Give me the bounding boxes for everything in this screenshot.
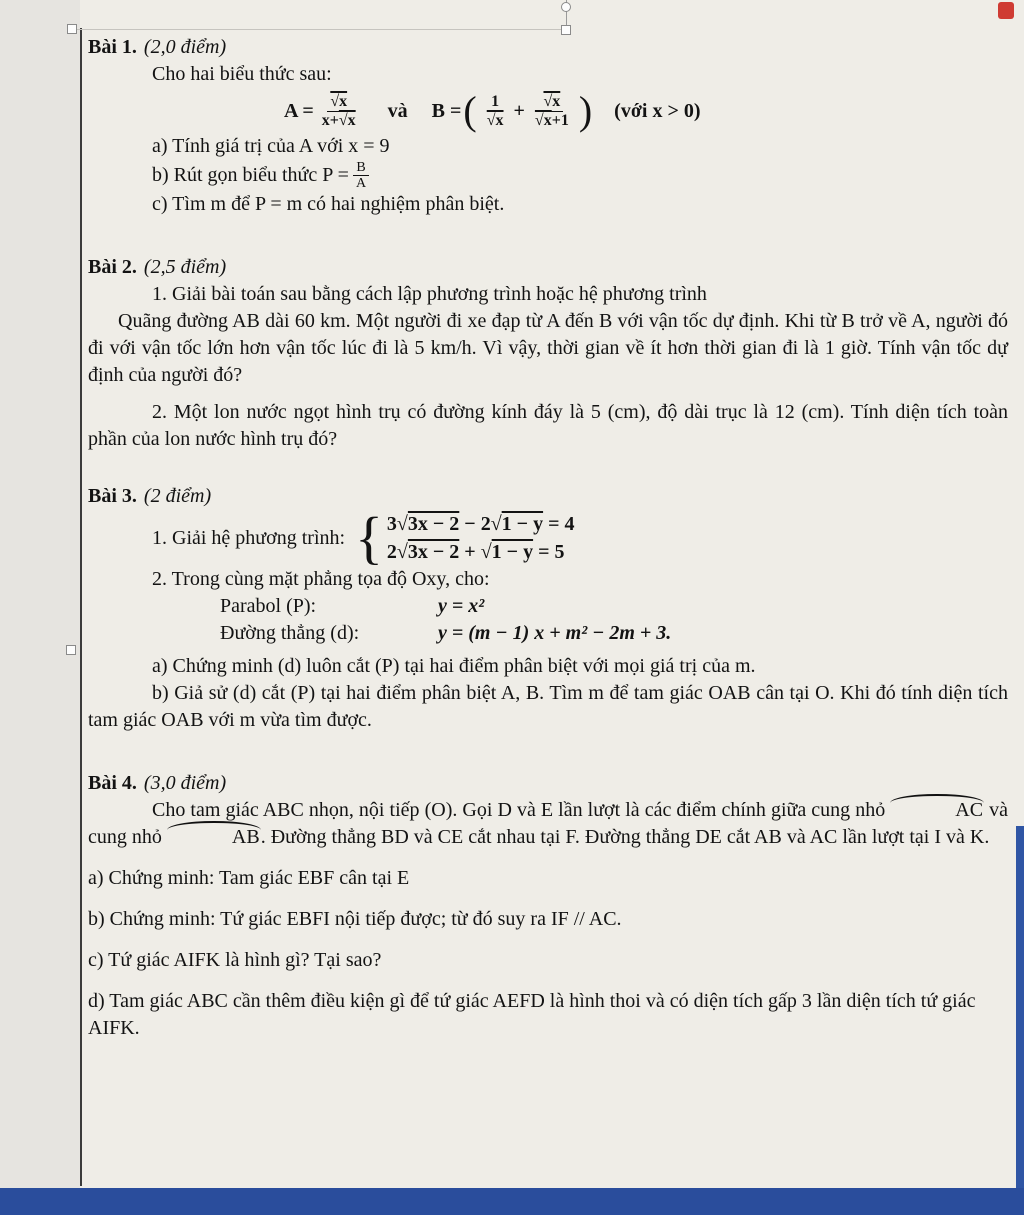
- fraction-b2: [532, 93, 572, 130]
- math-token: và: [387, 99, 408, 122]
- item-text: b) Rút gọn biểu thức P =: [152, 164, 349, 186]
- left-paren: (: [463, 88, 477, 133]
- fraction-numerator: B: [353, 160, 368, 176]
- parabola-label: Parabol (P):: [220, 595, 317, 617]
- radicand: 1 − y: [501, 513, 544, 535]
- exam-content: [88, 34, 1008, 1042]
- problem-4-heading: [88, 770, 1008, 797]
- fraction-denominator: [484, 112, 507, 130]
- arc-AB: AB: [167, 824, 261, 851]
- crop-handle-top-left[interactable]: [67, 24, 77, 34]
- problem-4-item-c: c) Tứ giác AIFK là hình gì? Tại sao?: [88, 949, 382, 971]
- problem-1-item-b: [88, 160, 1008, 191]
- math-token: A =: [284, 99, 314, 122]
- math-token: = 4: [543, 513, 575, 535]
- problem-1: [88, 34, 1008, 218]
- problem-3-points: (2 điểm): [143, 485, 212, 507]
- equation-1: [387, 510, 575, 538]
- problem-1-heading: [88, 34, 1008, 61]
- problem-4-item-b: b) Chứng minh: Tứ giác EBFI nội tiếp được; từ đó suy ra IF // AC.: [88, 908, 622, 930]
- arc-AC: AC: [890, 797, 984, 824]
- page-border-line: [80, 28, 82, 1186]
- problem-3-item-a: a) Chứng minh (d) luôn cắt (P) tại hai điểm phân biệt với mọi giá trị của m.: [152, 655, 756, 677]
- fraction-denominator: [532, 112, 572, 130]
- problem-2-part-1: 1. Giải bài toán sau bằng cách lập phương trình hoặc hệ phương trình: [152, 283, 707, 305]
- math-token: B =: [431, 99, 462, 122]
- math-token: 2√: [386, 541, 408, 563]
- fraction-numerator: 1: [488, 93, 502, 112]
- corner-logo-mark: [998, 2, 1014, 19]
- problem-2: [88, 254, 1008, 453]
- fraction-a: [319, 93, 359, 130]
- problem-3-item-b: b) Giả sử (d) cắt (P) tại hai điểm phân biệt A, B. Tìm m để tam giác OAB cân tại O. Khi đó tính diện tích tam giác OAB với m vừa tìm được.: [88, 682, 1008, 731]
- crop-handle-top-center[interactable]: [561, 2, 571, 12]
- fraction-denominator: [319, 112, 359, 130]
- crop-handle-top-center-lower[interactable]: [561, 25, 571, 35]
- formula-a-b: [88, 88, 1008, 133]
- intro-text: Cho tam giác ABC nhọn, nội tiếp (O). Gọi D và E lần lượt là các điểm chính giữa cung nhỏ: [152, 799, 891, 821]
- fraction-b1: [484, 93, 507, 130]
- problem-3-heading: [88, 483, 1008, 510]
- fraction-numerator: [540, 93, 563, 112]
- problem-4: [88, 770, 1008, 1042]
- problem-4-item-a: a) Chứng minh: Tam giác EBF cân tại E: [88, 867, 410, 889]
- fraction-p: [353, 160, 369, 191]
- equations-stack: [387, 510, 575, 566]
- problem-1-title: Bài 1.: [88, 36, 137, 58]
- crop-selection-top-edge: [72, 29, 568, 30]
- line-label: Đường thẳng (d):: [220, 622, 360, 644]
- math-token: √x: [543, 92, 561, 110]
- system-of-equations-line: [88, 505, 1008, 570]
- right-edge-blue-strip: [1016, 826, 1024, 1188]
- problem-1-item-c: c) Tìm m để P = m có hai nghiệm phân biệt.: [152, 193, 505, 215]
- math-token: x+: [321, 111, 339, 129]
- fraction-numerator: [327, 93, 350, 112]
- problem-3: [88, 483, 1008, 734]
- bottom-blue-bar: [0, 1188, 1024, 1215]
- math-token: − 2√: [459, 513, 502, 535]
- problem-2-paragraph-1: Quãng đường AB dài 60 km. Một người đi xe đạp từ A đến B với vận tốc dự định. Khi từ B trở về A, người đó đi với vận tốc lớn hơn vận tốc lúc đi là 5 km/h. Vì vậy, thời gian về ít hơn thời gian đi là 1 giờ. Tính vận tốc dự định của người đó?: [88, 310, 1008, 386]
- problem-2-heading: [88, 254, 1008, 281]
- problem-3-part-2: 2. Trong cùng mặt phẳng tọa độ Oxy, cho:: [152, 568, 490, 590]
- equation-2: [387, 538, 575, 566]
- math-token: 3√: [386, 513, 408, 535]
- math-token: √x: [486, 111, 504, 129]
- math-token: +1: [551, 111, 569, 129]
- problem-2-paragraph-2: 2. Một lon nước ngọt hình trụ có đường kính đáy là 5 (cm), độ dài trục là 12 (cm). Tính diện tích toàn phần của lon nước hình trụ đó?: [88, 401, 1008, 450]
- math-token: √x: [534, 111, 552, 129]
- problem-2-points: (2,5 điểm): [143, 256, 227, 278]
- math-condition: (với x > 0): [614, 99, 701, 122]
- parabola-equation: y = x²: [438, 595, 485, 617]
- problem-3-title: Bài 3.: [88, 485, 137, 507]
- problem-2-title: Bài 2.: [88, 256, 137, 278]
- system-of-equations: [355, 505, 575, 570]
- problem-4-intro: [88, 797, 1008, 851]
- line-definition: [88, 620, 1008, 647]
- math-token: + √: [459, 541, 492, 563]
- fraction-denominator: A: [355, 176, 367, 191]
- math-token: √x: [330, 92, 348, 110]
- problem-4-title: Bài 4.: [88, 772, 137, 794]
- problem-4-item-d: d) Tam giác ABC cần thêm điều kiện gì để tứ giác AEFD là hình thoi và có diện tích gấp 3 lần diện tích tứ giác AIFK.: [88, 990, 976, 1039]
- right-paren: ): [578, 88, 593, 133]
- crop-handle-left-middle[interactable]: [66, 645, 76, 655]
- line-equation: y = (m − 1) x + m² − 2m + 3.: [438, 622, 672, 644]
- math-token: +: [513, 99, 525, 122]
- brace-token: {: [355, 505, 383, 570]
- radicand: 3x − 2: [407, 513, 460, 535]
- parabola-definition: [88, 593, 1008, 620]
- left-margin: [0, 0, 80, 1215]
- radicand: 3x − 2: [407, 541, 460, 563]
- math-token: = 5: [533, 541, 565, 563]
- problem-1-points: (2,0 điểm): [143, 36, 227, 58]
- radicand: 1 − y: [491, 541, 534, 563]
- problem-1-item-a: a) Tính giá trị của A với x = 9: [152, 135, 390, 157]
- problem-1-intro: Cho hai biểu thức sau:: [152, 63, 332, 85]
- problem-4-points: (3,0 điểm): [143, 772, 227, 794]
- intro-text: . Đường thẳng BD và CE cắt nhau tại F. Đường thẳng DE cắt AB và AC lần lượt tại I và K.: [260, 826, 990, 848]
- system-label: 1. Giải hệ phương trình:: [152, 526, 346, 549]
- math-token: √x: [338, 111, 356, 129]
- intro-text: và cung nhỏ: [88, 799, 1008, 848]
